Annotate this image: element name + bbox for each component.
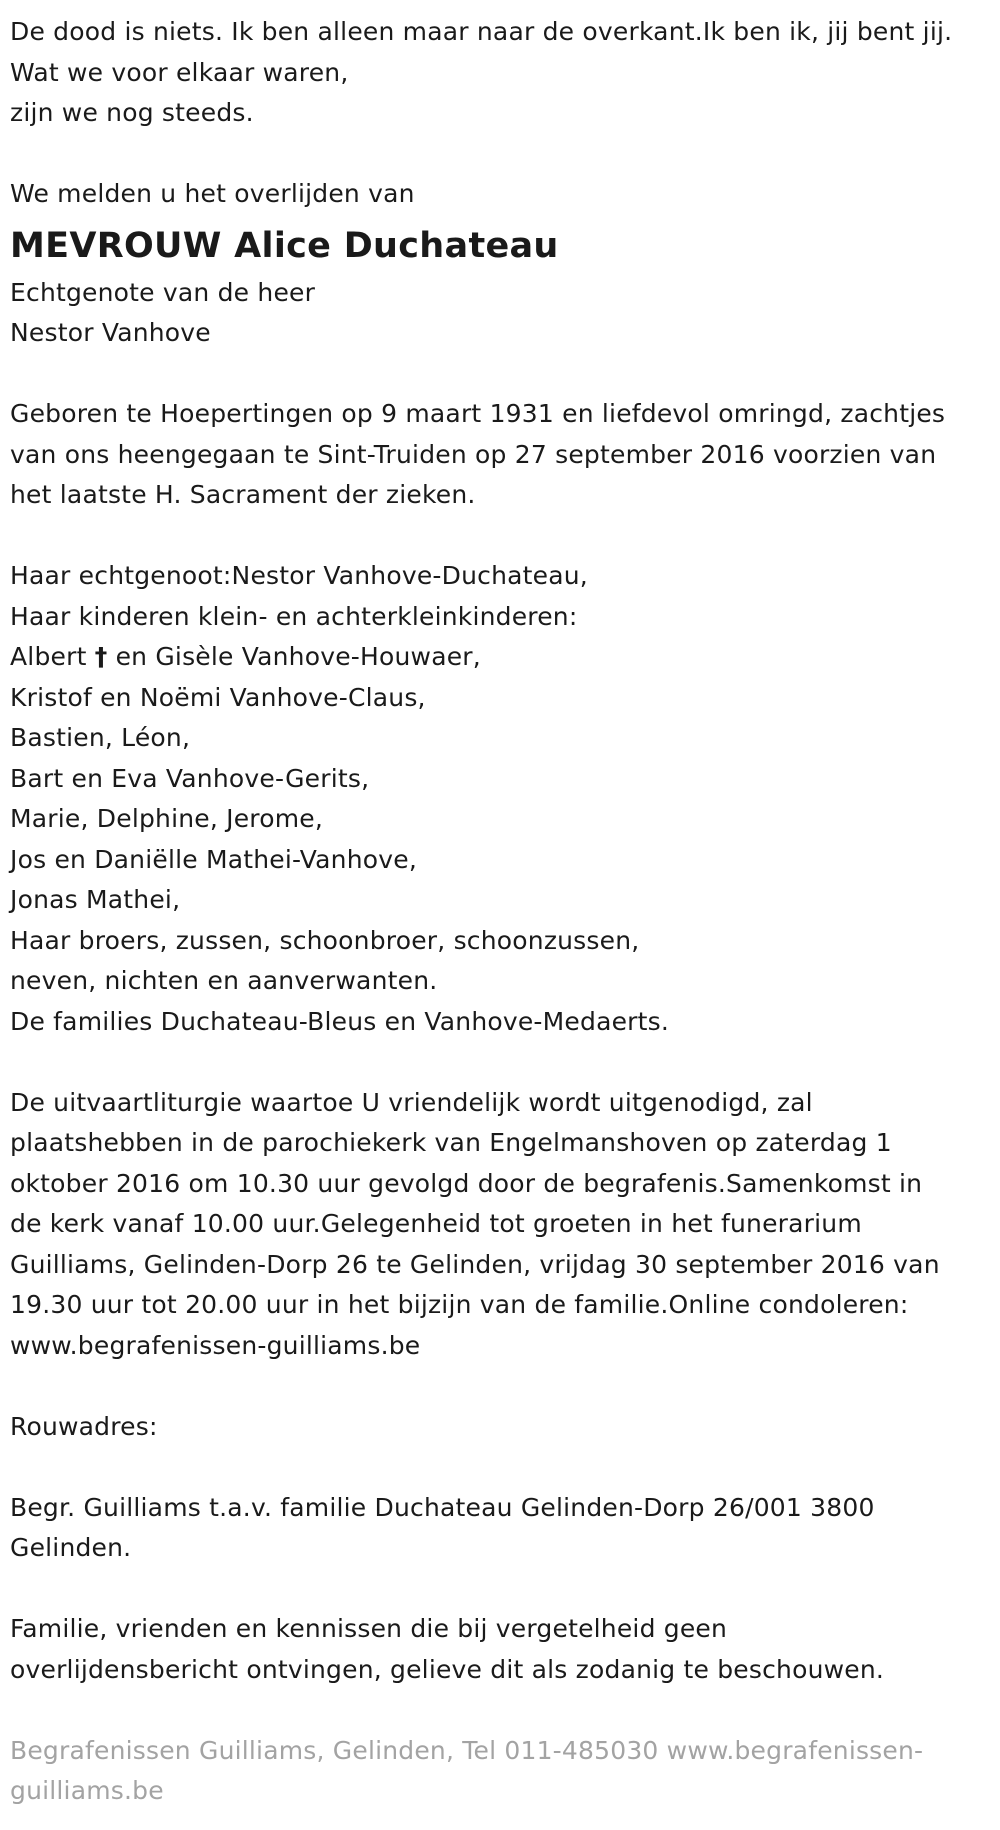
family-line: Kristof en Noëmi Vanhove-Claus, — [10, 682, 426, 712]
address-block — [10, 1488, 1000, 1569]
closing-paragraph — [10, 1609, 1000, 1690]
intro-quote — [10, 12, 1000, 134]
rouwadres-label: Rouwadres: — [10, 1411, 158, 1441]
footer-funeral-home — [10, 1731, 1000, 1812]
family-line — [10, 637, 1000, 678]
cross-icon: † — [94, 642, 108, 671]
family-line: De families Duchateau-Bleus en Vanhove-Medaerts. — [10, 1006, 670, 1036]
paragraph-line: het laatste H. Sacrament der zieken. — [10, 480, 476, 509]
spouse-line: Echtgenote van de heer — [10, 277, 316, 307]
spouse-info — [10, 273, 1000, 354]
family-line: Haar broers, zussen, schoonbroer, schoonzussen, — [10, 925, 640, 955]
address-line: Begr. Guilliams t.a.v. familie Duchateau Gelinden-Dorp 26/001 3800 — [10, 1492, 875, 1522]
paragraph-line: plaatshebben in de parochiekerk van Engelmanshoven op zaterdag 1 — [10, 1128, 892, 1157]
family-line: neven, nichten en aanverwanten. — [10, 966, 438, 995]
family-line: Haar echtgenoot:Nestor Vanhove-Duchateau, — [10, 561, 588, 590]
paragraph-line: Guilliams, Gelinden-Dorp 26 te Gelinden, vrijdag 30 september 2016 van — [10, 1249, 940, 1279]
paragraph-line: www.begrafenissen-guilliams.be — [10, 1330, 421, 1360]
paragraph-line: van ons heengegaan te Sint-Truiden op 27 september 2016 voorzien van — [10, 439, 937, 469]
address-line: Gelinden. — [10, 1533, 132, 1562]
paragraph-line: Familie, vrienden en kennissen die bij vergetelheid geen — [10, 1614, 728, 1643]
spouse-line: Nestor Vanhove — [10, 318, 211, 347]
family-line: Jos en Daniëlle Mathei-Vanhove, — [10, 844, 417, 874]
birth-death-paragraph — [10, 394, 1000, 516]
family-line: Haar kinderen klein- en achterkleinkinderen: — [10, 601, 578, 631]
paragraph-line: overlijdensbericht ontvingen, gelieve dit als zodanig te beschouwen. — [10, 1654, 885, 1684]
paragraph-line: Geboren te Hoepertingen op 9 maart 1931 en liefdevol omringd, zachtjes — [10, 399, 946, 428]
intro-line: zijn we nog steeds. — [10, 98, 254, 127]
family-line: Jonas Mathei, — [10, 885, 181, 914]
family-name-part: Albert — [10, 642, 95, 671]
funeral-paragraph — [10, 1083, 1000, 1367]
paragraph-line: de kerk vanaf 10.00 uur.Gelegenheid tot groeten in het funerarium — [10, 1209, 862, 1238]
intro-line: Wat we voor elkaar waren, — [10, 57, 349, 87]
paragraph-line: De uitvaartliturgie waartoe U vriendelijk wordt uitgenodigd, zal — [10, 1087, 813, 1117]
deceased-name: MEVROUW Alice Duchateau — [10, 225, 559, 266]
paragraph-line: oktober 2016 om 10.30 uur gevolgd door de begrafenis.Samenkomst in — [10, 1168, 923, 1198]
family-line: Bastien, Léon, — [10, 723, 191, 752]
family-line: Marie, Delphine, Jerome, — [10, 804, 324, 833]
family-list — [10, 556, 1000, 1042]
footer-line: Begrafenissen Guilliams, Gelinden, Tel 011-485030 www.begrafenissen- — [10, 1735, 924, 1765]
family-line: Bart en Eva Vanhove-Gerits, — [10, 763, 370, 793]
announcement-text: We melden u het overlijden van — [10, 179, 415, 208]
family-name-part: en Gisèle Vanhove-Houwaer, — [107, 642, 481, 671]
paragraph-line: 19.30 uur tot 20.00 uur in het bijzijn van de familie.Online condoleren: — [10, 1290, 909, 1319]
footer-line: guilliams.be — [10, 1776, 164, 1805]
intro-line: De dood is niets. Ik ben alleen maar naar de overkant.Ik ben ik, jij bent jij. — [10, 17, 953, 46]
